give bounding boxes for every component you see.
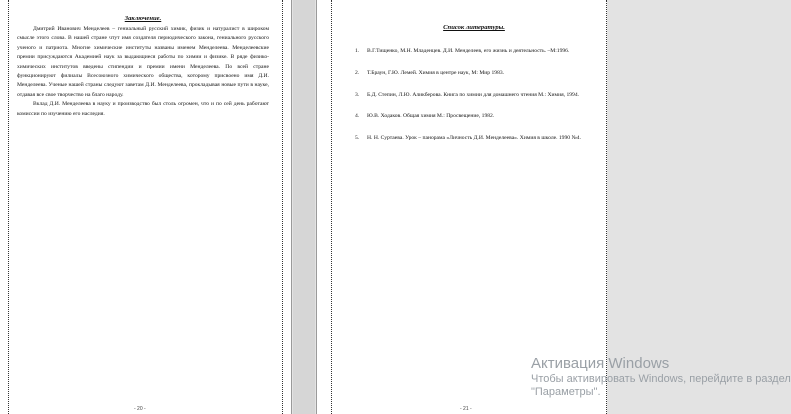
reference-item (355, 69, 593, 78)
page-content (17, 15, 269, 119)
reference-number: 1. (355, 48, 360, 54)
watermark-line: Чтобы активировать Windows, перейдите в раздел (531, 373, 791, 385)
page-number: - 20 - (134, 406, 146, 412)
document-page-20 (0, 0, 292, 414)
references-title: Список литературы. (443, 24, 505, 31)
reference-number: 5. (355, 135, 360, 142)
reference-text: В.Г.Тищенко, М.Н. Младенцев. Д.И. Менделеев, его жизнь и деятельность. –М:1996. (367, 48, 570, 54)
conclusion-paragraph: Дмитрий Иванович Менделеев – гениальный русский химик, физик и натуралист в широком смысле этого слова. В нашей стране чтут имя создателя периодического закона, гениального русского ученого и патриота. Многие химические институты названы именем Менделеева. Менделеевские премии присуждаются Академией наук за выдающиеся работы по химии и физике. В ряде физико-химических институтов введены стипендии и премии имени Менделеева. По всей стране функционируют филиалы Всесоюзного химического общества, которому присвоено имя Д.И. Менделеева. Ученые нашей страны следуют заветам Д.И. Менделеева, прокладывая новые пути в науке, отдавая все свое творчество на благо народу. (17, 26, 269, 98)
page-number: - 21 - (460, 406, 472, 412)
references-list (355, 47, 593, 144)
document-page-21 (316, 0, 607, 414)
conclusion-title: Заключение. (124, 15, 162, 22)
reference-number: 4. (355, 113, 360, 120)
reference-text: Б.Д. Степин, Л.Ю. Аликберова. Книга по химии для домашнего чтения М.: Химия, 1994. (367, 91, 580, 98)
windows-activation-watermark (531, 356, 791, 400)
reference-text: Ю.В. Ходаков. Общая химия М.: Просвещение, 1982. (367, 113, 495, 120)
reference-text: Т.Браун, Г.Ю. Лемей. Химия в центре наук, М: Мир 1983. (367, 69, 505, 76)
reference-item (355, 112, 593, 121)
reference-item (355, 47, 593, 56)
reference-item (355, 91, 593, 100)
watermark-title: Активация Windows (531, 355, 670, 372)
reference-number: 2. (355, 69, 360, 76)
conclusion-paragraph: Вклад Д.И. Менделеева в науку и производство был столь огромен, что и по сей день работают комиссии по изучению его наследия. (17, 101, 269, 117)
reference-number: 3. (355, 91, 360, 98)
page-content (355, 24, 593, 156)
watermark-line: "Параметры". (531, 386, 601, 398)
reference-item (355, 134, 593, 143)
page-gap (293, 0, 315, 414)
reference-text: Н. Н. Суртаева. Урок – панорама «Личность Д.И. Менделеева». Химия в школе. 1990 №4. (367, 135, 582, 142)
